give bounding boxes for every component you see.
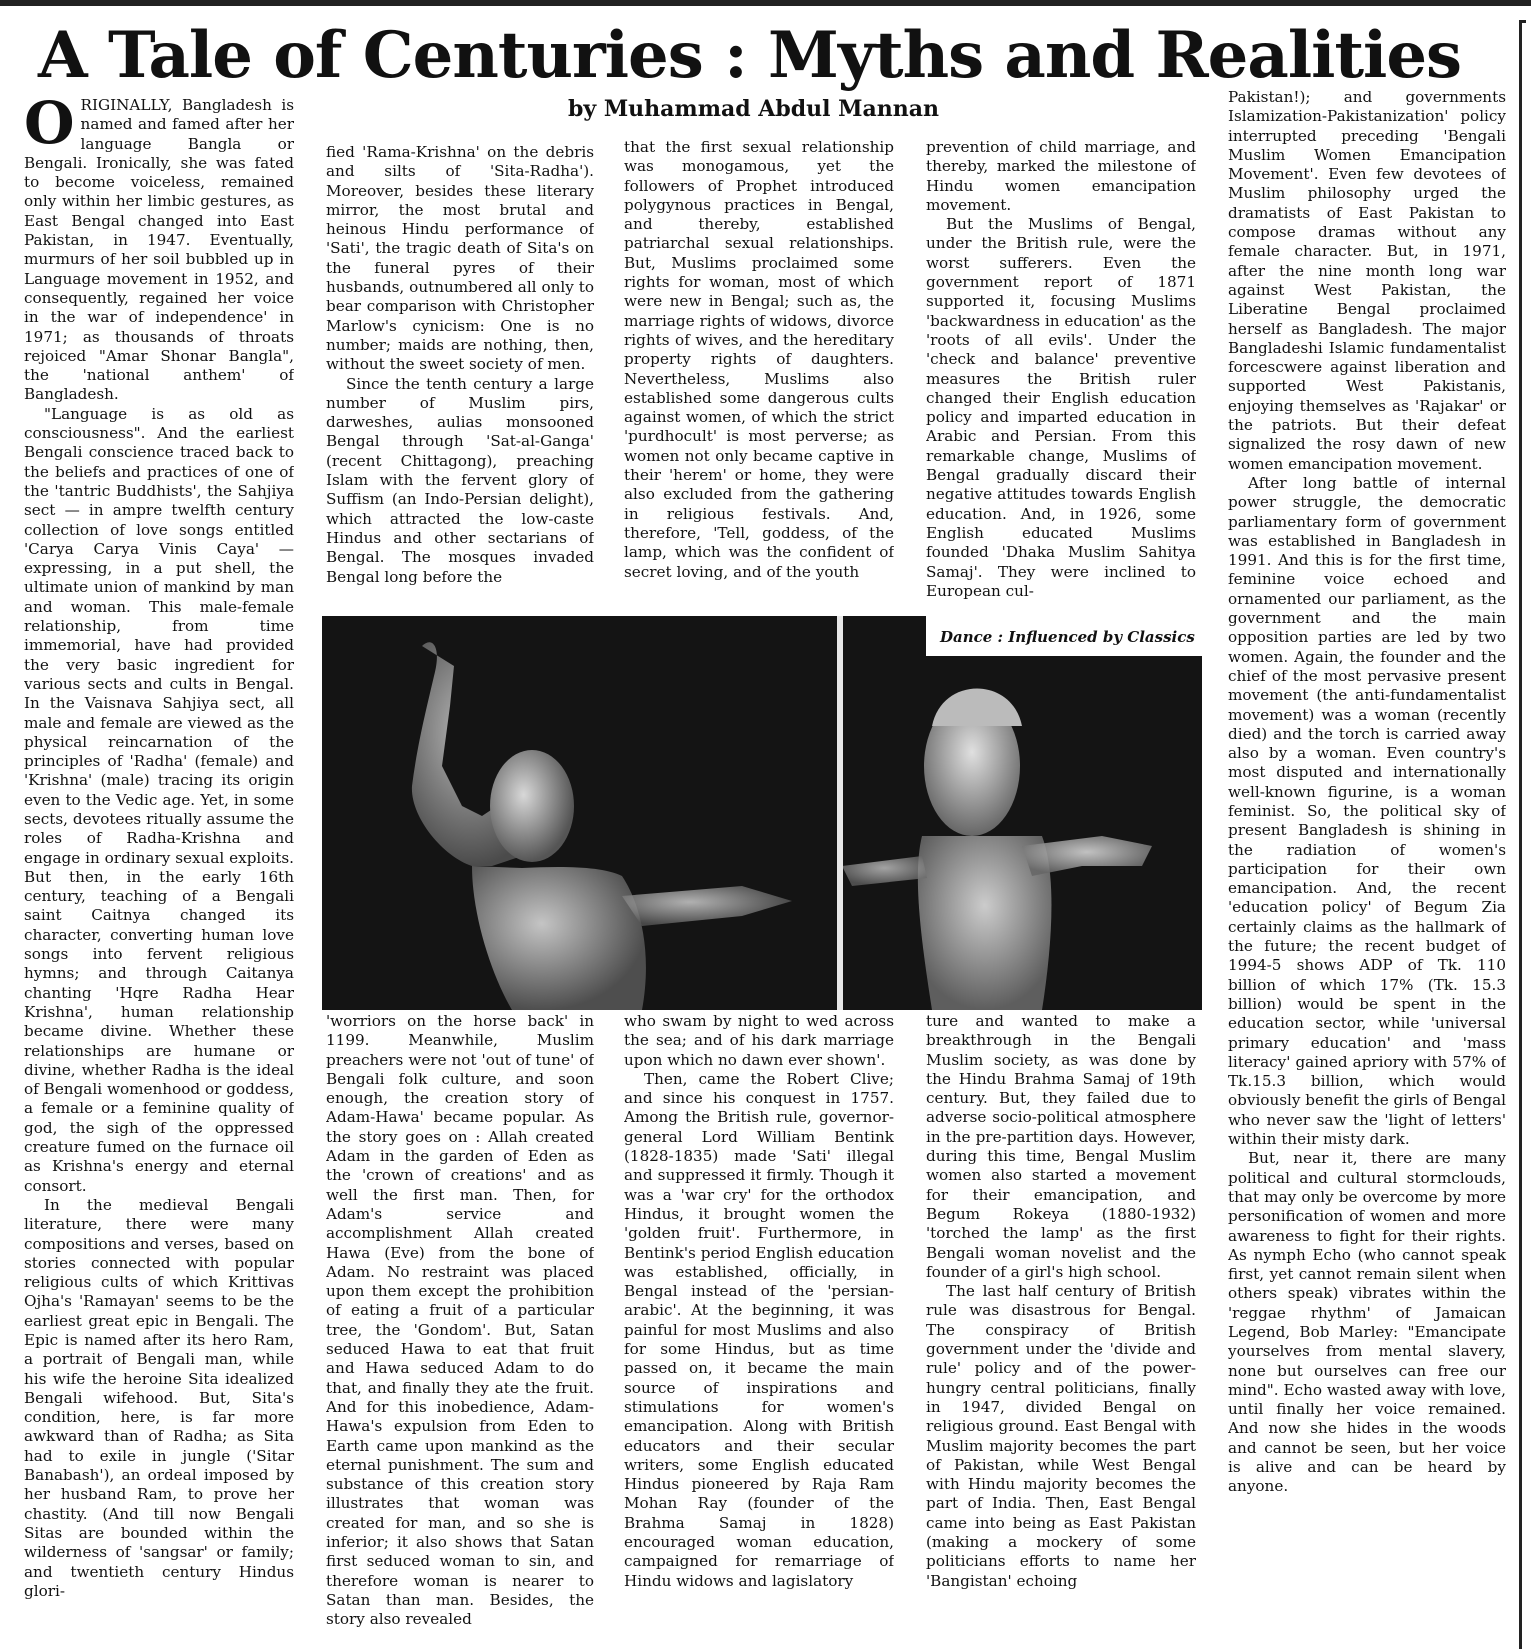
dance-photo bbox=[322, 616, 1202, 1010]
paragraph: The last half century of British rule was disastrous for Bengal. The conspiracy of British government under the 'divide and rule' policy and of the power-hungry central politicians, finally in 1947, divided Bengal on religious ground. East Bengal with Muslim majority becomes the part of Pakistan, while West Bengal with Hindu majority becomes the part of India. Then, East Bengal came into being as East Pakistan (making a mockery of some politicians efforts to name her 'Bangistan' echoing bbox=[926, 1282, 1196, 1590]
photo-caption: Dance : Influenced by Classics bbox=[940, 628, 1195, 646]
dancers-illustration bbox=[322, 616, 1202, 1010]
headline: A Tale of Centuries : Myths and Realities bbox=[38, 18, 1462, 93]
paragraph: After long battle of internal power struggle, the democratic parliamentary form of government was established in Bangladesh in 1991. And this is for the first time, feminine voice echoed and ornamented our parliament, as the government and the main opposition parties are led by two women. Again, the founder and the chief of the most pervasive present movement (the anti-fundamentalist movement) was a woman (recently died) and the torch is carried away also by a woman. Even country's most disputed and internationally well-known figurine, is a woman feminist. So, the political sky of present Bangladesh is shining in the radiation of women's participation for their own emancipation. And, the recent 'education policy' of Begum Zia certainly claims as the hallmark of the future; the recent budget of 1994-5 shows ADP of Tk. 110 billion of which 17% (Tk. 15.3 billion) would be spent in the education sector, while 'universal primary education' and 'mass literacy' gained apriory with 57% of Tk.15.3 billion, which would obviously benefit the girls of Bengal who never saw the 'light of letters' within their misty dark. bbox=[1228, 473, 1506, 1149]
column-3-bottom bbox=[624, 1012, 894, 1642]
paragraph: prevention of child marriage, and thereby, marked the milestone of Hindu women emancipation movement. bbox=[926, 138, 1196, 214]
paragraph: But the Muslims of Bengal, under the British rule, were the worst sufferers. Even the government report of 1871 supported it, focusing Muslims 'backwardness in education' as the 'roots of all evils'. Under the 'check and balance' preventive measures the British ruler changed their English education policy and imparted education in Arabic and Persian. From this remarkable change, Muslims of Bengal gradually discard their negative attitudes towards English education. And, in 1926, some English educated Muslims founded 'Dhaka Muslim Sahitya Samaj'. They were inclined to European cul- bbox=[926, 215, 1196, 600]
paragraph: who swam by night to wed across the sea; and of his dark marriage upon which no dawn ever shown'. bbox=[624, 1012, 894, 1069]
column-2-top bbox=[326, 143, 594, 603]
paragraph: ture and wanted to make a breakthrough in the Bengali Muslim society, as was done by the Hindu Brahma Samaj of 19th century. But, they failed due to adverse socio-political atmosphere in the pre-partition days. However, during this time, Bengal Muslim women also started a movement for their emancipation, and Begum Rokeya (1880-1932) 'torched the lamp' as the first Bengali woman novelist and the founder of a girl's high school. bbox=[926, 1012, 1196, 1281]
paragraph: Since the tenth century a large number of Muslim pirs, darweshes, aulias monsooned Bengal through 'Sat-al-Ganga' (recent Chittagong), preaching Islam with the fervent glory of Suffism (an Indo-Persian delight), which attracted the low-caste Hindus and other sectarians of Bengal. The mosques invaded Bengal long before the bbox=[326, 374, 594, 586]
paragraph: Then, came the Robert Clive; and since his conquest in 1757. Among the British rule, governor-general Lord William Bentink (1828-1835) made 'Sati' illegal and suppressed it firmly. Though it was a 'war cry' for the orthodox Hindus, it brought women the 'golden fruit'. Furthermore, in Bentink's period English education was established, officially, in Bengal instead of the 'persian-arabic'. At the beginning, it was painful for most Muslims and also for some Hindus, but as time passed on, it became the main source of inspirations and stimulations for women's emancipation. Along with British educators and their secular writers, some English educated Hindus pioneered by Raja Ram Mohan Ray (founder of the Brahma Samaj in 1828) encouraged woman education, campaigned for remarriage of Hindu widows and lagislatory bbox=[624, 1069, 894, 1590]
column-4-top bbox=[926, 138, 1196, 600]
column-3-top bbox=[624, 138, 894, 600]
column-4-bottom bbox=[926, 1012, 1196, 1642]
right-border bbox=[1519, 20, 1526, 1649]
paragraph: 'worriors on the horse back' in 1199. Meanwhile, Muslim preachers were not 'out of tune' of Bengali folk culture, and soon enough, the creation story of Adam-Hawa' became popular. As the story goes on : Allah created Adam in the garden of Eden as the 'crown of creations' and as well the first man. Then, for Adam's service and accomplishment Allah created Hawa (Eve) from the bone of Adam. No restraint was placed upon them except the prohibition of eating a fruit of a particular tree, the 'Gondom'. But, Satan seduced Hawa to eat that fruit and Hawa seduced Adam to do that, and finally they ate the fruit. And for this inobedience, Adam-Hawa's expulsion from Eden to Earth came upon mankind as the eternal punishment. The sum and substance of this creation story illustrates that woman was created for man, and so she is inferior; it also shows that Satan first seduced woman to sin, and therefore woman is nearer to Satan than man. Besides, the story also revealed bbox=[326, 1012, 594, 1629]
paragraph: But, near it, there are many political and cultural stormclouds, that may only be overcome by more personification of women and more awareness to fight for their rights. As nymph Echo (who cannot speak first, yet cannot remain silent when others speak) vibrates within the 'reggae rhythm' of Jamaican Legend, Bob Marley: "Emancipate yourselves from mental slavery, none but ourselves can free our mind". Echo wasted away with love, until finally her voice remained. And now she hides in the woods and cannot be seen, but her voice is alive and can be heard by anyone. bbox=[1228, 1149, 1506, 1496]
column-1 bbox=[24, 96, 294, 1642]
top-rule bbox=[0, 0, 1531, 6]
paragraph: "Language is as old as consciousness". And the earliest Bengali conscience traced back to the beliefs and practices of one of the 'tantric Buddhists', the Sahjiya sect — in ampre twelfth century collection of love songs entitled 'Carya Carya Vinis Caya' — expressing, in a put shell, the ultimate union of mankind by man and woman. This male-female relationship, from time immemorial, have had provided the very basic ingredient for various sects and cults in Bengal. In the Vaisnava Sahjiya sect, all male and female are viewed as the physical reincarnation of the principles of 'Radha' (female) and 'Krishna' (male) tracing its origin even to the Vedic age. Yet, in some sects, devotees ritually assume the roles of Radha-Krishna and engage in ordinary sexual exploits. But then, in the early 16th century, teaching of a Bengali saint Caitnya changed its character, converting human love songs into fervent religious hymns; and through Caitanya chanting 'Hqre Radha Hear Krishna', human relationship became divine. Whether these relationships are humane or divine, whether Radha is the ideal of Bengali womenhood or goddess, a female or a feminine quality of god, the sigh of the oppressed creature fumed on the furnace oil as Krishna's energy and eternal consort. bbox=[24, 404, 294, 1195]
column-5 bbox=[1228, 88, 1506, 1642]
column-2-bottom bbox=[326, 1012, 594, 1642]
drop-cap: O bbox=[24, 96, 75, 157]
paragraph: that the first sexual relationship was monogamous, yet the followers of Prophet introduced polygynous practices in Bengal, and thereby, established patriarchal sexual relationships. But, Muslims proclaimed some rights for woman, most of which were new in Bengal; such as, the marriage rights of widows, divorce rights of wives, and the hereditary property rights of daughters. Nevertheless, Muslims also established some dangerous cults against women, of which the strict 'purdhocult' is most perverse; as women not only became captive in their 'herem' or home, they were also excluded from the gathering in religious festivals. And, therefore, 'Tell, goddess, of the lamp, which was the confident of secret loving, and of the youth bbox=[624, 138, 894, 581]
byline: by Muhammad Abdul Mannan bbox=[568, 96, 939, 122]
paragraph: In the medieval Bengali literature, there were many compositions and verses, based on stories connected with popular religious cults of which Krittivas Ojha's 'Ramayan' seems to be the earliest great epic in Bengali. The Epic is named after its hero Ram, a portrait of Bengali man, while his wife the heroine Sita idealized Bengali wifehood. But, Sita's condition, here, is far more awkward than of Radha; as Sita had to exile in jungle ('Sitar Banabash'), an ordeal imposed by her husband Ram, to prove her chastity. (And till now Bengali Sitas are bounded within the wilderness of 'sangsar' or family; and twentieth century Hindus glori- bbox=[24, 1195, 294, 1600]
paragraph: fied 'Rama-Krishna' on the debris and silts of 'Sita-Radha'). Moreover, besides these literary mirror, the most brutal and heinous Hindu performance of 'Sati', the tragic death of Sita's on the funeral pyres of their husbands, outnumbered all only to bear comparison with Christopher Marlow's cynicism: One is no number; maids are nothing, then, without the sweet society of men. bbox=[326, 143, 594, 374]
paragraph: Pakistan!); and governments Islamization-Pakistanization' policy interrupted preceding 'Bengali Muslim Women Emancipation Movement'. Even few devotees of Muslim philosophy urged the dramatists of East Pakistan to compose dramas without any female character. But, in 1971, after the nine month long war against West Pakistan, the Liberatine Bengal proclaimed herself as Bangladesh. The major Bangladeshi Islamic fundamentalist forcescwere against liberation and supported West Pakistanis, enjoying themselves as 'Rajakar' or the patriots. But their defeat signalized the rosy dawn of new women emancipation movement. bbox=[1228, 88, 1506, 473]
paragraph: ORIGINALLY, Bangladesh is named and famed after her language Bangla or Bengali. Ironically, she was fated to become voiceless, remained only within her limbic gestures, as East Bengal changed into East Pakistan, in 1947. Eventually, murmurs of her soil bubbled up in Language movement in 1952, and consequently, regained her voice in the war of independence' in 1971; as thousands of throats rejoiced "Amar Shonar Bangla", the 'national anthem' of Bangladesh. bbox=[24, 96, 294, 404]
photo-divider bbox=[837, 616, 843, 1010]
